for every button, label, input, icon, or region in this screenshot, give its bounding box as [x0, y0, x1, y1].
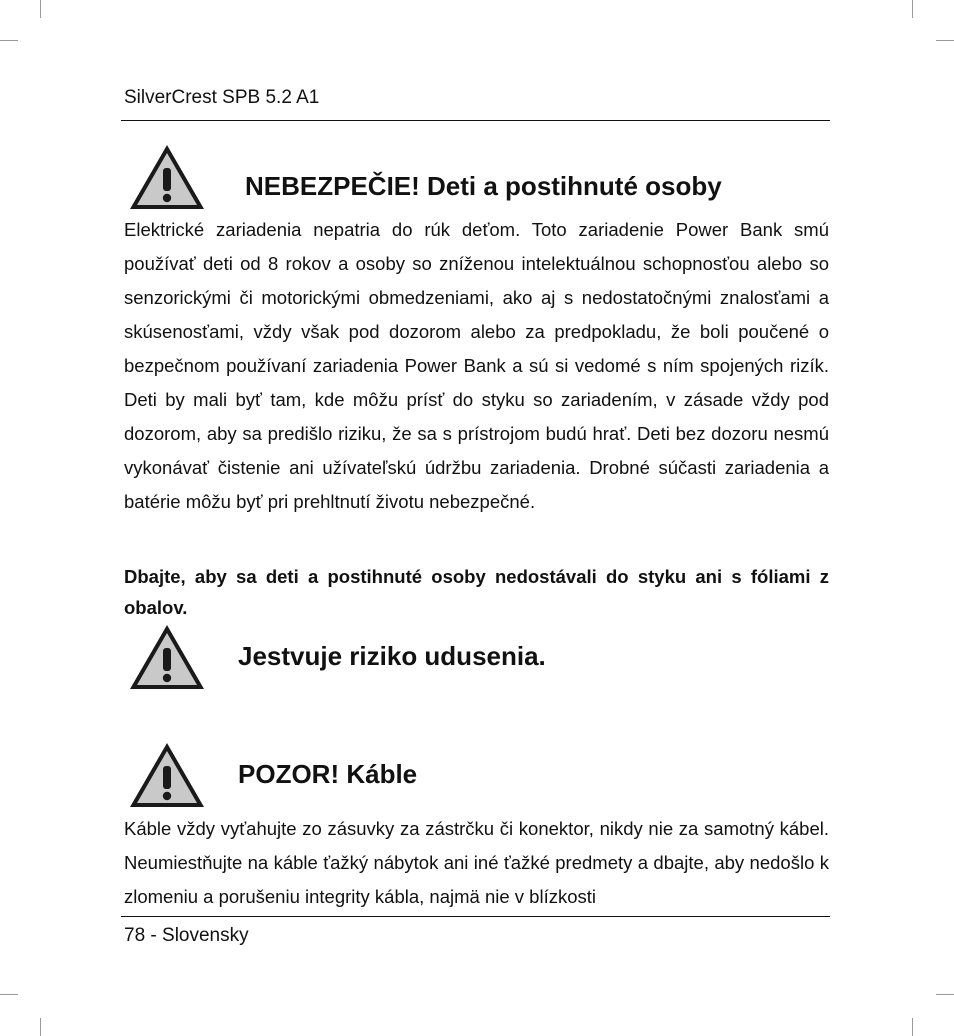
warning-triangle-icon	[127, 740, 207, 810]
crop-mark	[936, 994, 954, 995]
section-heading-cables: POZOR! Káble	[238, 759, 418, 789]
crop-mark	[0, 40, 18, 41]
warning-triangle-icon	[127, 622, 207, 692]
document-header: SilverCrest SPB 5.2 A1	[124, 87, 320, 108]
crop-mark	[912, 0, 913, 18]
footer-rule	[121, 916, 830, 917]
crop-mark	[40, 1018, 41, 1036]
section-body-danger: Elektrické zariadenia nepatria do rúk deťom. Toto zariadenie Power Bank smú používať deti od 8 rokov a osoby so zníženou intelektuálnou schopnosťou alebo so senzorickými či motorickými obmedzeniami, ako aj s nedostatočnými znalosťami a skúsenosťami, vždy však pod dozorom alebo za predpokladu, že boli poučené o bezpečnom používaní zariadenia Power Bank a sú si vedomé s ním spojených rizík. Deti by mali byť tam, kde môžu prísť do styku so zariadením, v zásade vždy pod dozorom, aby sa predišlo riziku, že sa s prístrojom budú hrať. Deti bez dozoru nesmú vykonávať čistenie ani užívateľskú údržbu zariadenia. Drobné súčasti zariadenia a batérie môžu byť pri prehltnutí životu nebezpečné.	[124, 219, 829, 512]
crop-mark	[40, 0, 41, 18]
warning-triangle-icon	[127, 142, 207, 212]
crop-mark	[0, 994, 18, 995]
header-rule	[121, 120, 830, 121]
crop-mark	[936, 40, 954, 41]
crop-mark	[912, 1018, 913, 1036]
section-body-cables: Káble vždy vyťahujte zo zásuvky za zástrčku či konektor, nikdy nie za samotný kábel. Neumiestňujte na káble ťažký nábytok ani iné ťažké predmety a dbajte, aby nedošlo k zlomeniu a porušeniu integrity kábla, najmä nie v blízkosti	[124, 818, 829, 907]
section-note-danger: Dbajte, aby sa deti a postihnuté osoby nedostávali do styku ani s fóliami z obalov.	[124, 566, 829, 618]
page-footer: 78 - Slovensky	[124, 925, 249, 946]
section-heading-suffocation: Jestvuje riziko udusenia.	[238, 641, 546, 671]
section-heading-danger: NEBEZPEČIE! Deti a postihnuté osoby	[245, 171, 722, 201]
